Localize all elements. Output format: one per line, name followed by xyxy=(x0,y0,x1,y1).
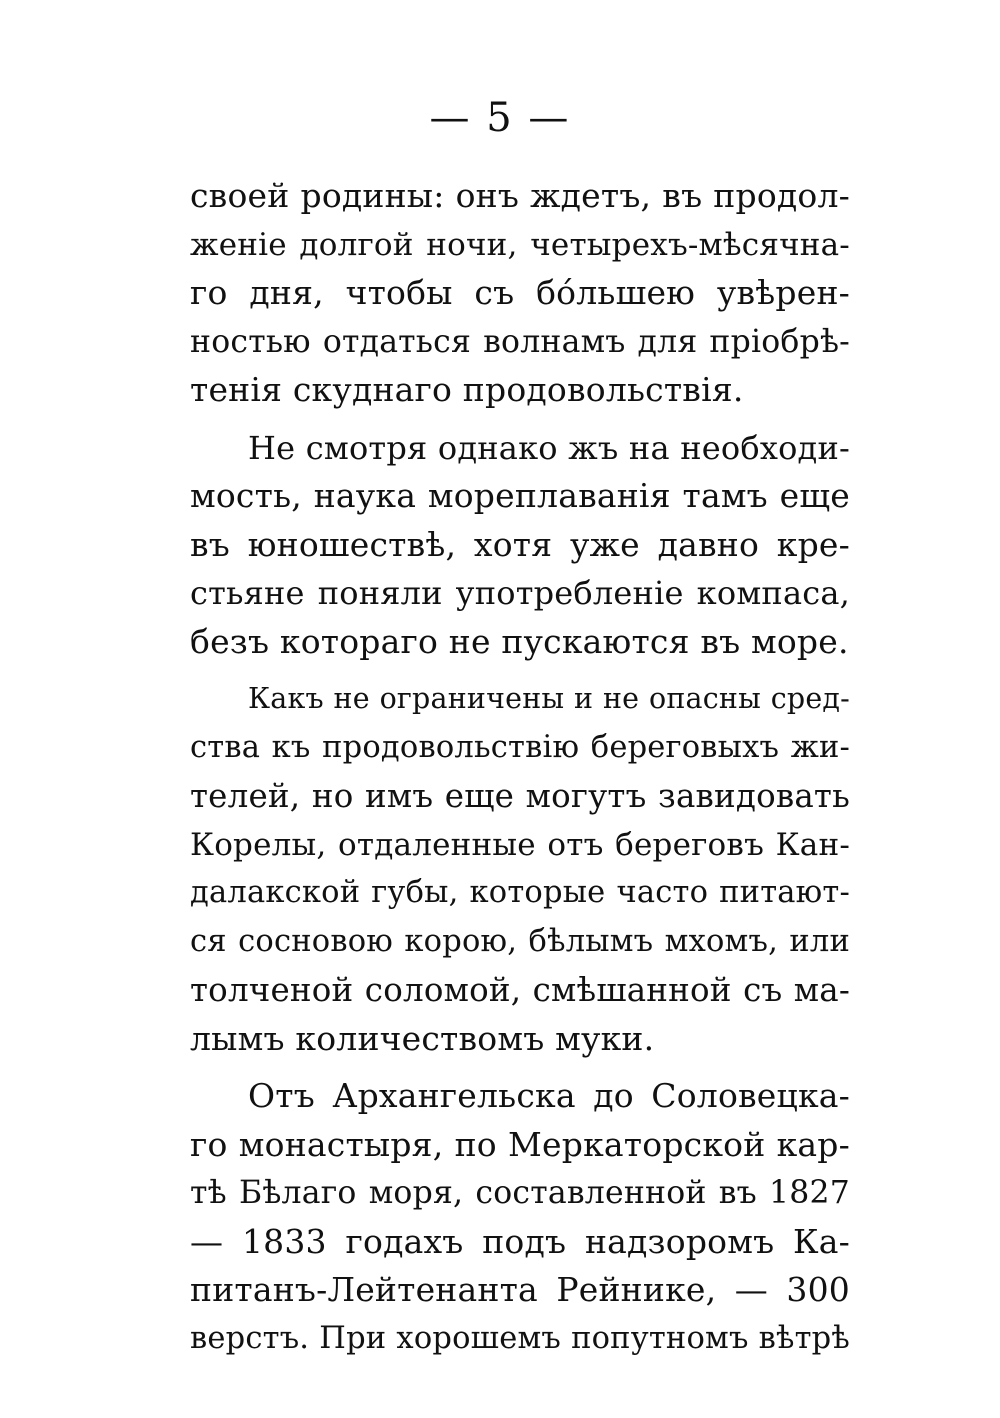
text-line: тенія скуднаго продовольствія. xyxy=(190,370,744,409)
text-line: толченой соломой, смѣшанной съ ма- xyxy=(190,971,850,1009)
paragraph-2 xyxy=(190,424,850,667)
text-line: Отъ Архангельска до Соловецка- xyxy=(248,1076,850,1115)
text-line: своей родины: онъ ждетъ, въ продол- xyxy=(190,176,850,215)
paragraph-1 xyxy=(190,172,850,415)
text-line: — 1833 годахъ подъ надзоромъ Ка- xyxy=(190,1221,850,1261)
text-line: телей, но имъ еще могутъ завидовать xyxy=(190,777,850,815)
page-number: — 5 — xyxy=(429,95,571,141)
text-line: Корелы, отдаленные отъ береговъ Кан- xyxy=(190,826,850,863)
body-text xyxy=(190,172,850,1363)
text-line: мость, наука мореплаванія тамъ еще xyxy=(190,476,850,515)
text-line: лымъ количествомъ муки. xyxy=(190,1018,655,1058)
text-line: ностью отдаться волнамъ для пріобрѣ- xyxy=(190,323,850,360)
text-line: стьяне поняли употребленіе компаса, xyxy=(190,574,850,612)
text-line: го дня, чтобы съ бо́льшею увѣрен- xyxy=(190,273,850,312)
paragraph-4 xyxy=(190,1072,850,1363)
text-line: ся сосновою корою, бѣлымъ мхомъ, или xyxy=(190,923,850,959)
text-line: въ юношествѣ, хотя уже давно кре- xyxy=(190,524,850,564)
text-line: безъ котораго не пускаются въ море. xyxy=(190,621,849,661)
text-line: далакской губы, которые часто питают- xyxy=(190,875,850,910)
text-line: тѣ Бѣлаго моря, составленной въ 1827 xyxy=(190,1175,850,1211)
text-line: верстъ. При хорошемъ попутномъ вѣтрѣ xyxy=(190,1320,850,1356)
text-line: питанъ-Лейтенанта Рейнике, — 300 xyxy=(190,1270,850,1309)
text-line: Не смотря однако жъ на необходи- xyxy=(248,428,850,467)
text-line: го монастыря, по Меркаторской кар- xyxy=(190,1124,850,1164)
text-line: женіе долгой ночи, четырехъ-мѣсячна- xyxy=(190,226,850,263)
text-line: ства къ продовольствію береговыхъ жи- xyxy=(190,729,850,765)
text-line: Какъ не ограничены и не опасны сред- xyxy=(248,682,850,715)
paragraph-3 xyxy=(190,675,850,1063)
